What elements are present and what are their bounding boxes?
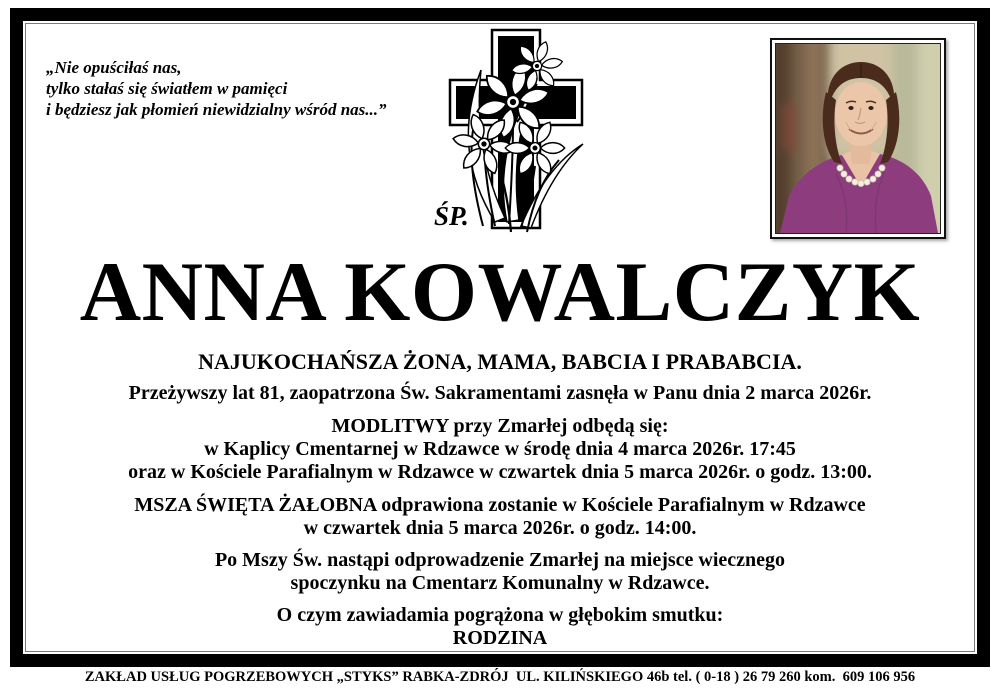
prayers-line-3: oraz w Kościele Parafialnym w Rdzawce w czwartek dnia 5 marca 2026r. o godz. 13:00.	[128, 461, 872, 483]
mass-line-1: MSZA ŚWIĘTA ŻAŁOBNA odprawiona zostanie w Kościele Parafialnym w Rdzawce	[134, 494, 866, 516]
burial-line-1: Po Mszy Św. nastąpi odprowadzenie Zmarłej na miejsce wiecznego	[214, 549, 786, 571]
death-line: Przeżywszy lat 81, zaopatrzona Św. Sakramentami zasnęła w Panu dnia 2 marca 2026r.	[128, 382, 872, 404]
memorial-quote	[46, 57, 387, 120]
prayers-line-1: MODLITWY przy Zmarłej odbędą się:	[331, 415, 669, 437]
mass-line-2: w czwartek dnia 5 marca 2026r. o godz. 14:00.	[303, 517, 697, 539]
family-signature: RODZINA	[452, 627, 548, 649]
burial-line-2: spoczynku na Cmentarz Komunalny w Rdzawce.	[290, 572, 710, 594]
quote-line: i będziesz jak płomień niewidzialny wśród nas...”	[46, 100, 387, 119]
deceased-subtitle: NAJUKOCHAŃSZA ŻONA, MAMA, BABCIA I PRABABCIA.	[198, 349, 802, 374]
deceased-name: ANNA KOWALCZYK	[79, 245, 921, 339]
portrait-image	[776, 44, 940, 233]
prayers-line-2: w Kaplicy Cmentarnej w Rdzawce w środę dnia 4 marca 2026r. 17:45	[204, 438, 796, 460]
quote-line: „Nie opuściłaś nas,	[46, 58, 182, 77]
funeral-home-info: ZAKŁAD USŁUG POGRZEBOWYCH „STYKS” RABKA-ZDRÓJ UL. KILIŃSKIEGO 46b tel. ( 0-18 ) 26 79 260 kom. 609 106 956	[84, 669, 916, 685]
closing-line: O czym zawiadamia pogrążona w głębokim smutku:	[276, 604, 724, 626]
sp-abbreviation: ŚP.	[434, 201, 469, 231]
portrait-photo-frame	[770, 38, 946, 239]
quote-line: tylko stałaś się światłem w pamięci	[46, 79, 288, 98]
portrait-photo	[775, 43, 941, 234]
